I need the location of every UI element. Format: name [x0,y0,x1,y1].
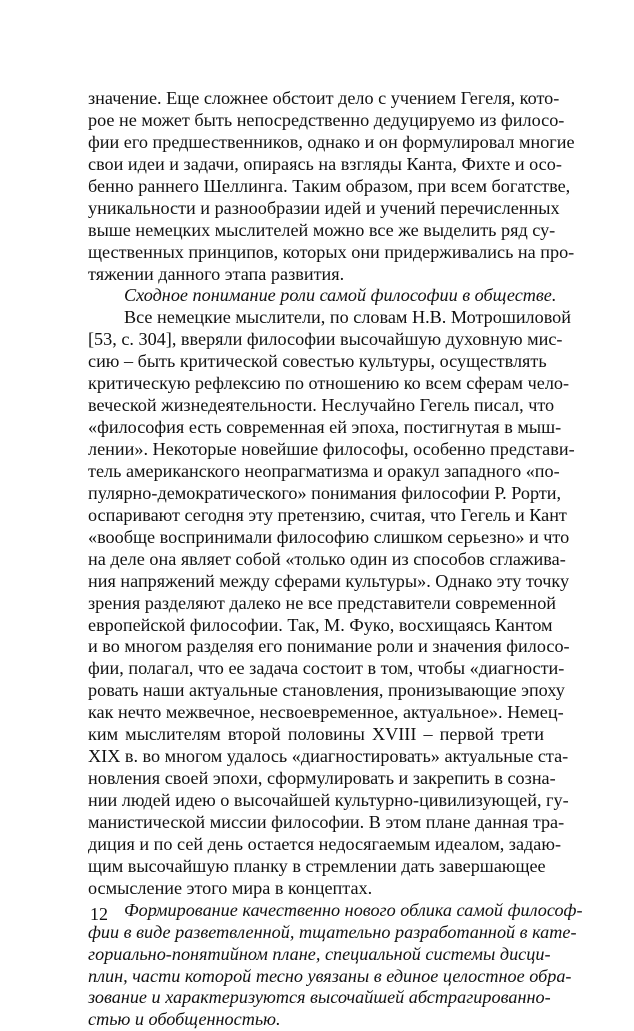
text-line: Формирование качественно нового облика самой философ- [124,899,583,920]
text-line: на деле она являет собой «только один из способов сглажива- [88,548,566,569]
text-line: ровать наши актуальные становления, пронизывающие эпоху [88,680,565,701]
text-line: стью и обобщенностью. [88,1009,281,1030]
text-line: фии, полагал, что ее задача состоит в том, чтобы «диагности- [88,658,565,679]
text-line: новления своей эпохи, сформулировать и закрепить в созна- [88,768,556,789]
text-line: «философия есть современная ей эпоха, постигнутая в мыш- [88,417,562,438]
paragraph [88,899,583,1031]
text-line: тяжении данного этапа развития. [88,263,345,284]
text-line: Все немецкие мыслители, по словам Н.В. Мотрошиловой [124,307,572,328]
text-line: и во многом разделяя его понимание роли и значения филосо- [88,636,570,657]
text-line: фии его предшественников, однако и он формулировал многие [88,131,575,152]
text-line: выше немецких мыслителей можно все же выделить ряд су- [88,219,556,240]
text-line: уникальности и разнообразии идей и учений перечисленных [88,197,560,218]
text-line: бенно раннего Шеллинга. Таким образом, при всем богатстве, [88,175,571,196]
text-line: тель американского неопрагматизма и оракул западного «по- [88,460,560,481]
text-line: значение. Еще сложнее обстоит дело с учением Гегеля, кото- [88,88,560,108]
text-line: диция и по сей день остается недосягаемым идеалом, задаю- [88,833,562,854]
text-line: манистической миссии философии. В этом плане данная тра- [88,811,565,832]
paragraph [88,285,557,307]
text-line: как нечто межвечное, несвоевременное, актуальное». Немец- [88,702,564,723]
paragraph [88,307,575,899]
text-line: плин, части которой тесно увязаны в единое целостное обра- [88,965,572,986]
text-line: сию – быть критической совестью культуры, осуществлять [88,351,547,372]
text-line: рое не может быть непосредственно дедуцируемо из филосо- [88,109,565,130]
text-line: осмысление этого мира в концептах. [88,877,373,898]
text-line: XIX в. во многом удалось «диагностировать» актуальные ста- [88,746,569,767]
text-line: щим высочайшую планку в стремлении дать завершающее [88,855,546,876]
text-line: ния напряжений между сферами культуры». Однако эту точку [88,570,570,591]
text-line: щественных принципов, которых они придерживались на про- [88,241,575,262]
text-line: зрения разделяют далеко не все представители современной [88,592,557,613]
text-line: зование и характеризуются высочайшей абстрагированно- [88,987,551,1008]
page-number: 12 [90,904,108,924]
text-line: нии людей идею о высочайшей культурно-цивилизующей, гу- [88,790,569,810]
text-line: ким мыслителям второй половины XVIII – первой трети [88,724,544,745]
text-line: критическую рефлексию по отношению ко всем сферам чело- [88,373,570,394]
paragraph [88,88,575,285]
text-line: веческой жизнедеятельности. Неслучайно Гегель писал, что [88,395,555,416]
text-line: оспаривают сегодня эту претензию, считая, что Гегель и Кант [88,504,567,525]
text-line: [53, с. 304], вверяли философии высочайшую духовную мис- [88,329,563,350]
text-line: свои идеи и задачи, опираясь на взгляды Канта, Фихте и осо- [88,153,562,174]
text-line: европейской философии. Так, М. Фуко, восхищаясь Кантом [88,614,553,635]
text-line: лении». Некоторые новейшие философы, особенно представи- [88,439,575,459]
text-line: «вообще воспринимали философию слишком серьезно» и что [88,526,570,547]
text-line: фии в виде разветвленной, тщательно разработанной в кате- [88,921,577,942]
text-line: пулярно-демократического» понимания философии Р. Рорти, [88,482,562,503]
text-line: Сходное понимание роли самой философии в обществе. [124,285,557,306]
text-line: гориально-понятийном плане, специальной системы дисци- [88,943,551,964]
body-text [88,88,583,1031]
